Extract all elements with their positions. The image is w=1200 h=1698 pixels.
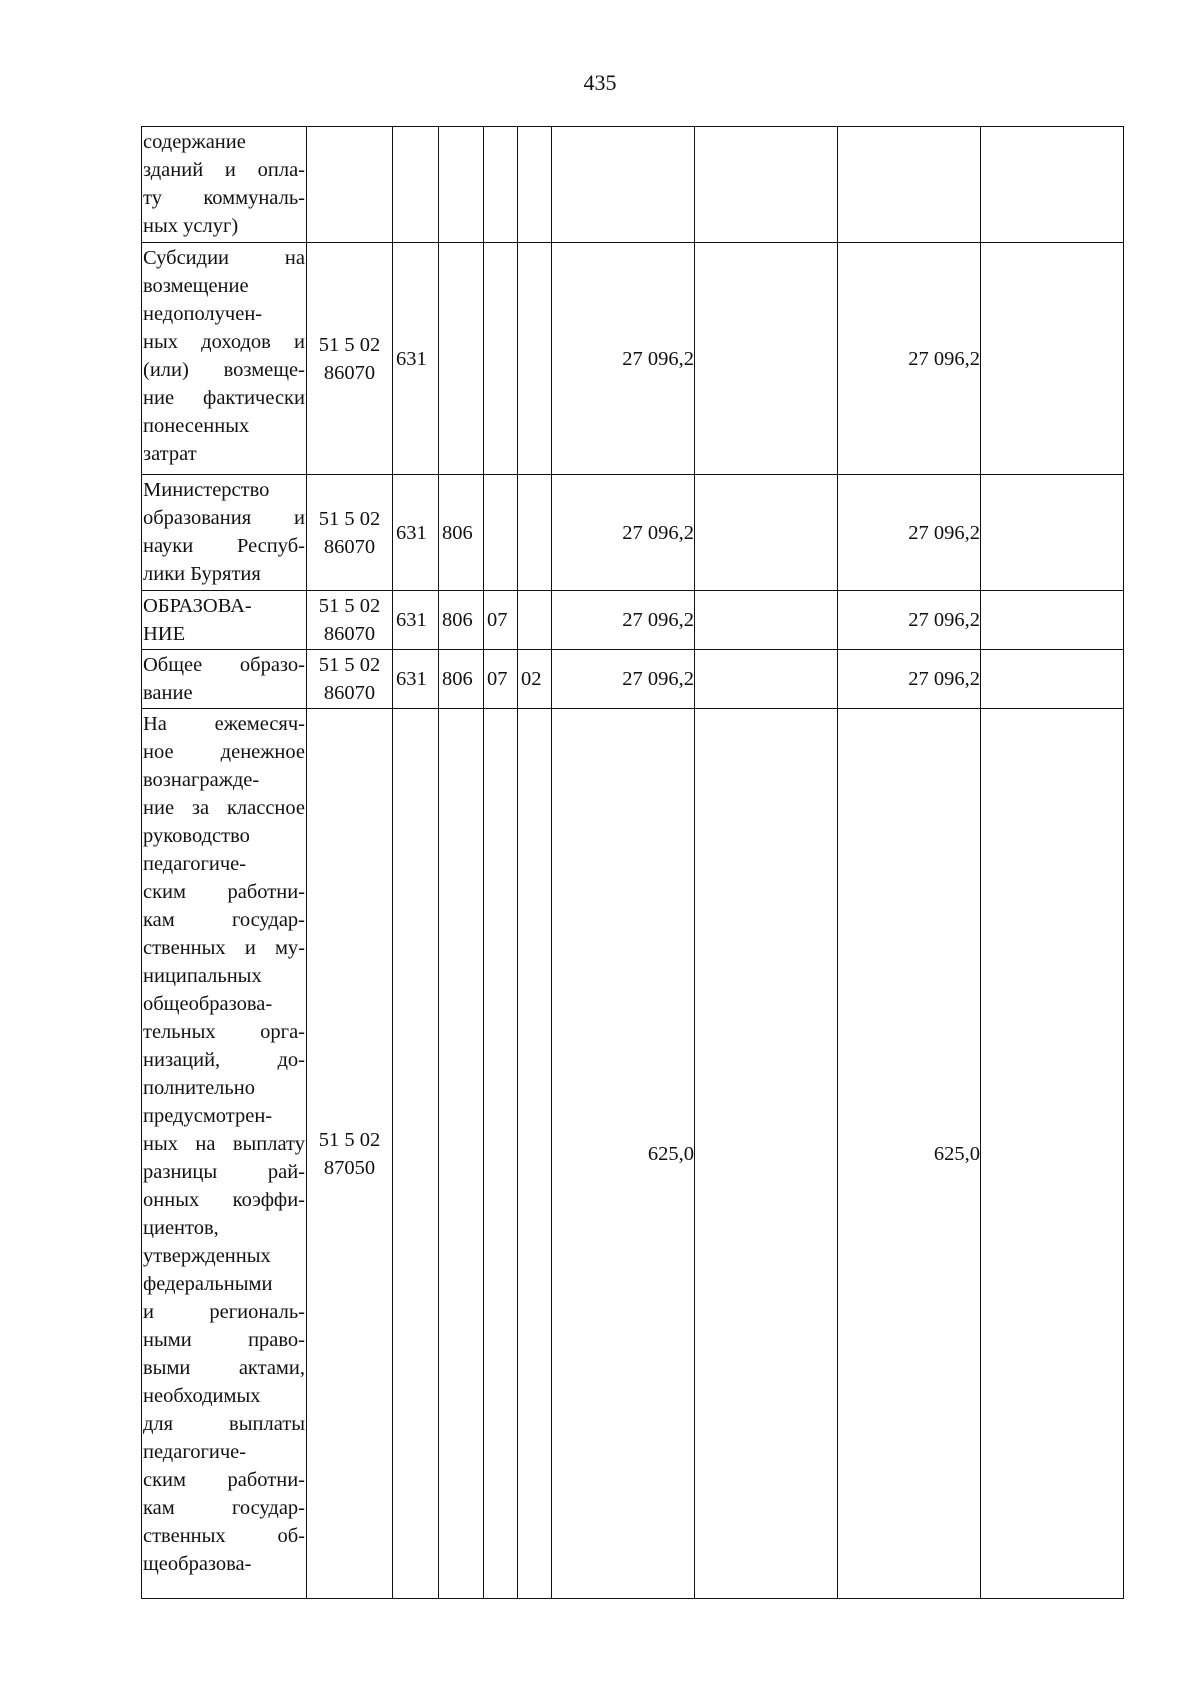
- row-name-line: вознагражде-: [143, 769, 260, 791]
- row-name-line: НИЕ: [143, 623, 186, 645]
- amount-1: 27 096,2: [552, 243, 695, 475]
- amount-4: [981, 709, 1124, 1599]
- amount-3: [838, 127, 981, 243]
- row-name-line: циентов,: [143, 1217, 219, 1239]
- amount-3: 625,0: [838, 709, 981, 1599]
- target-code: 51 5 02 86070: [307, 243, 393, 475]
- section-code: [439, 709, 484, 1599]
- amount-2: [695, 475, 838, 591]
- section-code: 806: [439, 650, 484, 709]
- amount-4: [981, 591, 1124, 650]
- ministry-code: [393, 709, 439, 1599]
- target-code: 51 5 02 87050: [307, 709, 393, 1599]
- target-code: [307, 127, 393, 243]
- amount-2: [695, 650, 838, 709]
- row-name-line: тельных орга-: [143, 1021, 305, 1043]
- amount-1: 27 096,2: [552, 475, 695, 591]
- row-name-line: ное денежное: [143, 741, 305, 763]
- ministry-code: 631: [393, 243, 439, 475]
- row-name-line: содержание: [143, 131, 246, 153]
- row-name-line: ниципальных: [143, 965, 262, 987]
- row-name: [142, 591, 307, 650]
- row-name-line: педагогиче-: [143, 1441, 247, 1463]
- amount-2: [695, 709, 838, 1599]
- row-name-line: предусмотрен-: [143, 1105, 273, 1127]
- row-name: [142, 243, 307, 475]
- row-name-line: ским работни-: [143, 881, 305, 903]
- amount-2: [695, 127, 838, 243]
- row-name-line: понесенных: [143, 415, 250, 437]
- row-name-line: щеобразова-: [143, 1553, 252, 1575]
- row-name-line: зданий и опла-: [143, 159, 305, 181]
- row-name-line: ными право-: [143, 1329, 305, 1351]
- row-name-line: ных доходов и: [143, 331, 305, 353]
- row-name-line: ственных об-: [143, 1525, 305, 1547]
- row-name-line: ственных и му-: [143, 937, 305, 959]
- row-name: [142, 475, 307, 591]
- row-name-line: недополучен-: [143, 303, 263, 325]
- row-name-line: ных услуг): [143, 215, 239, 237]
- row-name-line: На ежемесяч-: [143, 713, 305, 735]
- amount-4: [981, 127, 1124, 243]
- subsection-code: [484, 475, 518, 591]
- budget-table: [141, 126, 1124, 1599]
- row-name-line: Общее образо-: [143, 654, 305, 676]
- row-name-line: общеобразова-: [143, 993, 273, 1015]
- ministry-code: 631: [393, 475, 439, 591]
- row-name-line: выми актами,: [143, 1357, 305, 1379]
- amount-2: [695, 243, 838, 475]
- subsection-code: [484, 127, 518, 243]
- ministry-code: [393, 127, 439, 243]
- expense-type-code: [518, 709, 552, 1599]
- table-row: [142, 475, 1124, 591]
- row-name-line: онных коэффи-: [143, 1189, 305, 1211]
- row-name-line: низаций, до-: [143, 1049, 305, 1071]
- row-name-line: лики Бурятия: [143, 563, 261, 585]
- row-name-line: (или) возмеще-: [143, 359, 305, 381]
- section-code: [439, 243, 484, 475]
- page-number: 435: [583, 70, 617, 95]
- amount-1: 625,0: [552, 709, 695, 1599]
- subsection-code: 07: [484, 591, 518, 650]
- expense-type-code: [518, 243, 552, 475]
- subsection-code: 07: [484, 650, 518, 709]
- row-name-line: федеральными: [143, 1273, 273, 1295]
- amount-3: 27 096,2: [838, 475, 981, 591]
- row-name-line: руководство: [143, 825, 250, 847]
- row-name-line: науки Респуб-: [143, 535, 305, 557]
- amount-2: [695, 591, 838, 650]
- row-name-line: кам государ-: [143, 909, 305, 931]
- section-code: [439, 127, 484, 243]
- row-name-line: педагогиче-: [143, 853, 247, 875]
- target-code: 51 5 02 86070: [307, 591, 393, 650]
- amount-1: [552, 127, 695, 243]
- expense-type-code: [518, 475, 552, 591]
- table-row: [142, 650, 1124, 709]
- row-name-line: ние фактически: [143, 387, 305, 409]
- amount-3: 27 096,2: [838, 243, 981, 475]
- row-name-line: Министерство: [143, 479, 270, 501]
- row-name-line: для выплаты: [143, 1413, 305, 1435]
- row-name-line: кам государ-: [143, 1497, 305, 1519]
- row-name-line: Субсидии на: [143, 247, 305, 269]
- section-code: 806: [439, 475, 484, 591]
- amount-1: 27 096,2: [552, 591, 695, 650]
- amount-3: 27 096,2: [838, 650, 981, 709]
- expense-type-code: 02: [518, 650, 552, 709]
- row-name-line: и региональ-: [143, 1301, 305, 1323]
- row-name-line: образования и: [143, 507, 305, 529]
- table-row: [142, 591, 1124, 650]
- row-name-line: необходимых: [143, 1385, 261, 1407]
- row-name-line: вание: [143, 682, 193, 704]
- row-name-line: полнительно: [143, 1077, 255, 1099]
- amount-4: [981, 650, 1124, 709]
- row-name: [142, 127, 307, 243]
- expense-type-code: [518, 127, 552, 243]
- table-row: [142, 127, 1124, 243]
- row-name-line: ту коммуналь-: [143, 187, 305, 209]
- amount-3: 27 096,2: [838, 591, 981, 650]
- row-name-line: разницы рай-: [143, 1161, 305, 1183]
- row-name-line: ОБРАЗОВА-: [143, 595, 252, 617]
- row-name-line: затрат: [143, 443, 197, 465]
- row-name-line: утвержденных: [143, 1245, 271, 1267]
- row-name-line: ных на выплату: [143, 1133, 305, 1155]
- ministry-code: 631: [393, 591, 439, 650]
- ministry-code: 631: [393, 650, 439, 709]
- row-name-line: ским работни-: [143, 1469, 305, 1491]
- subsection-code: [484, 709, 518, 1599]
- row-name-line: ние за классное: [143, 797, 305, 819]
- target-code: 51 5 02 86070: [307, 650, 393, 709]
- row-name: [142, 709, 307, 1599]
- target-code: 51 5 02 86070: [307, 475, 393, 591]
- amount-1: 27 096,2: [552, 650, 695, 709]
- subsection-code: [484, 243, 518, 475]
- table-row: [142, 709, 1124, 1599]
- amount-4: [981, 475, 1124, 591]
- section-code: 806: [439, 591, 484, 650]
- row-name-line: возмещение: [143, 275, 249, 297]
- expense-type-code: [518, 591, 552, 650]
- table-row: [142, 243, 1124, 475]
- row-name: [142, 650, 307, 709]
- amount-4: [981, 243, 1124, 475]
